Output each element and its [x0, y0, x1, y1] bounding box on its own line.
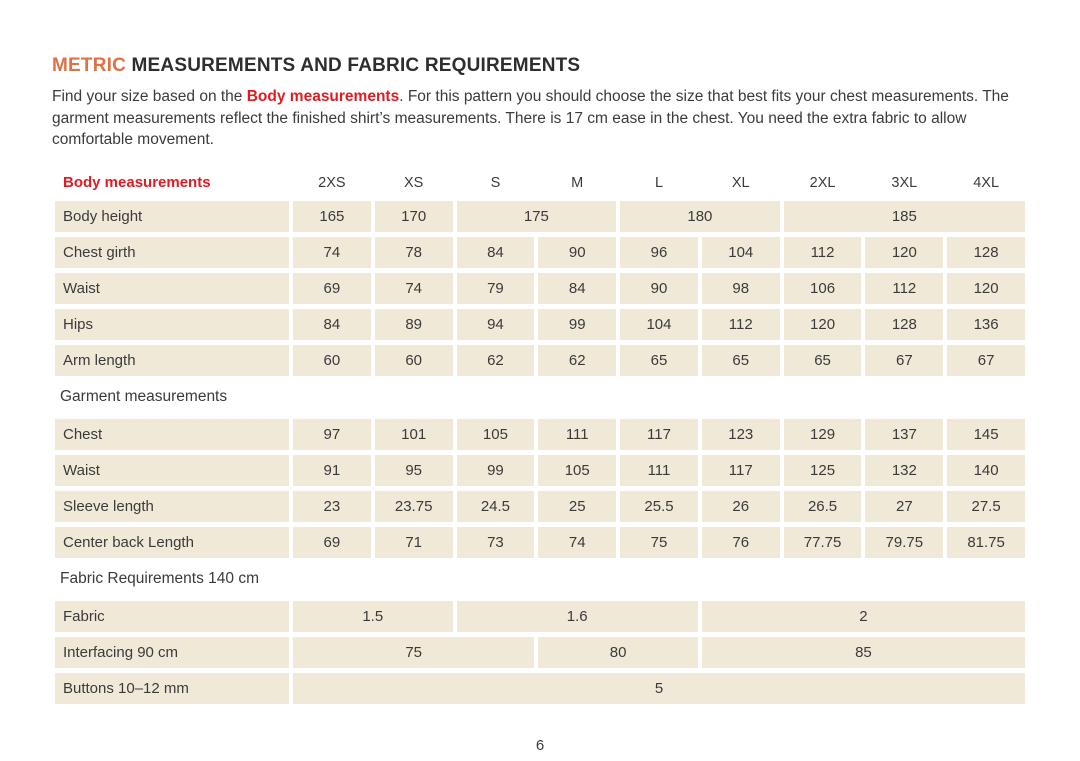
value-cell: 62 — [538, 345, 616, 376]
value-cell: 84 — [538, 273, 616, 304]
value-cell: 62 — [457, 345, 535, 376]
value-cell: 105 — [457, 419, 535, 450]
intro-text-prefix: Find your size based on the — [52, 88, 247, 105]
value-cell: 78 — [375, 237, 453, 268]
value-cell: 27.5 — [947, 491, 1025, 522]
value-cell: 120 — [865, 237, 943, 268]
value-cell: 112 — [702, 309, 780, 340]
value-cell: 117 — [702, 455, 780, 486]
row-label: Arm length — [55, 345, 289, 376]
value-cell: 23 — [293, 491, 371, 522]
value-cell: 112 — [784, 237, 862, 268]
size-table — [55, 170, 1025, 704]
value-cell: 79.75 — [865, 527, 943, 558]
intro-body-measurements-emphasis: Body measurements — [246, 88, 400, 105]
value-cell: 129 — [784, 419, 862, 450]
value-cell: 27 — [865, 491, 943, 522]
page-title-rest: MEASUREMENTS AND FABRIC REQUIREMENTS — [126, 55, 581, 76]
value-cell: 84 — [457, 237, 535, 268]
row-label: Interfacing 90 cm — [55, 637, 289, 668]
row-label: Center back Length — [55, 527, 289, 558]
value-cell: 76 — [702, 527, 780, 558]
value-cell: 81.75 — [947, 527, 1025, 558]
value-cell: 25.5 — [620, 491, 698, 522]
intro-paragraph — [52, 86, 1020, 151]
value-cell: 77.75 — [784, 527, 862, 558]
value-cell: 120 — [784, 309, 862, 340]
value-cell: 95 — [375, 455, 453, 486]
row-label: Hips — [55, 309, 289, 340]
value-cell: 5 — [293, 673, 1025, 704]
value-cell: 26.5 — [784, 491, 862, 522]
page-title — [52, 55, 1025, 77]
value-cell: 185 — [784, 201, 1025, 232]
value-cell: 79 — [457, 273, 535, 304]
row-label: Fabric — [55, 601, 289, 632]
value-cell: 97 — [293, 419, 371, 450]
value-cell: 170 — [375, 201, 453, 232]
intro-text-suffix: . For this pattern you should choose the size that best fits your chest measurements. The garment measurements reflect the finished shirt’s measurements. There is 17 cm ease in the chest. You need the extra fabric to allow comfortable movement. — [52, 88, 1009, 149]
section-heading: Garment measurements — [60, 388, 228, 406]
value-cell: 96 — [620, 237, 698, 268]
size-column-header: L — [654, 174, 664, 191]
value-cell: 132 — [865, 455, 943, 486]
value-cell: 99 — [457, 455, 535, 486]
value-cell: 123 — [702, 419, 780, 450]
size-column-header: 4XL — [973, 174, 1000, 191]
value-cell: 85 — [702, 637, 1025, 668]
value-cell: 140 — [947, 455, 1025, 486]
value-cell: 165 — [293, 201, 371, 232]
value-cell: 25 — [538, 491, 616, 522]
value-cell: 111 — [620, 455, 698, 486]
size-column-header: XL — [731, 174, 750, 191]
value-cell: 106 — [784, 273, 862, 304]
value-cell: 90 — [620, 273, 698, 304]
value-cell: 101 — [375, 419, 453, 450]
value-cell: 26 — [702, 491, 780, 522]
value-cell: 24.5 — [457, 491, 535, 522]
value-cell: 90 — [538, 237, 616, 268]
value-cell: 180 — [620, 201, 780, 232]
value-cell: 105 — [538, 455, 616, 486]
value-cell: 65 — [784, 345, 862, 376]
size-column-header: XS — [403, 174, 424, 191]
value-cell: 136 — [947, 309, 1025, 340]
row-label: Sleeve length — [55, 491, 289, 522]
value-cell: 111 — [538, 419, 616, 450]
value-cell: 104 — [702, 237, 780, 268]
value-cell: 98 — [702, 273, 780, 304]
value-cell: 74 — [375, 273, 453, 304]
row-label: Waist — [55, 273, 289, 304]
value-cell: 2 — [702, 601, 1025, 632]
page-title-accent: METRIC — [52, 55, 127, 76]
value-cell: 128 — [865, 309, 943, 340]
value-cell: 74 — [538, 527, 616, 558]
size-column-header: M — [571, 174, 584, 191]
value-cell: 71 — [375, 527, 453, 558]
value-cell: 69 — [293, 527, 371, 558]
row-label: Buttons 10–12 mm — [55, 673, 289, 704]
value-cell: 128 — [947, 237, 1025, 268]
value-cell: 99 — [538, 309, 616, 340]
value-cell: 145 — [947, 419, 1025, 450]
value-cell: 60 — [375, 345, 453, 376]
value-cell: 120 — [947, 273, 1025, 304]
row-label: Waist — [55, 455, 289, 486]
value-cell: 112 — [865, 273, 943, 304]
size-column-header: 2XL — [809, 174, 836, 191]
value-cell: 74 — [293, 237, 371, 268]
value-cell: 94 — [457, 309, 535, 340]
section-heading: Fabric Requirements 140 cm — [60, 570, 259, 588]
size-column-header: 2XS — [318, 174, 346, 191]
value-cell: 65 — [620, 345, 698, 376]
value-cell: 80 — [538, 637, 698, 668]
value-cell: 137 — [865, 419, 943, 450]
value-cell: 75 — [620, 527, 698, 558]
value-cell: 175 — [457, 201, 617, 232]
value-cell: 91 — [293, 455, 371, 486]
value-cell: 73 — [457, 527, 535, 558]
value-cell: 69 — [293, 273, 371, 304]
page-number: 6 — [535, 737, 545, 754]
row-label: Body height — [55, 201, 289, 232]
size-column-header: 3XL — [891, 174, 918, 191]
value-cell: 60 — [293, 345, 371, 376]
value-cell: 125 — [784, 455, 862, 486]
value-cell: 75 — [293, 637, 534, 668]
table-header-label: Body measurements — [63, 174, 211, 192]
value-cell: 89 — [375, 309, 453, 340]
value-cell: 84 — [293, 309, 371, 340]
value-cell: 67 — [947, 345, 1025, 376]
size-column-header: S — [490, 174, 501, 191]
value-cell: 65 — [702, 345, 780, 376]
value-cell: 1.5 — [293, 601, 453, 632]
value-cell: 1.6 — [457, 601, 698, 632]
value-cell: 117 — [620, 419, 698, 450]
value-cell: 23.75 — [375, 491, 453, 522]
value-cell: 104 — [620, 309, 698, 340]
row-label: Chest — [55, 419, 289, 450]
row-label: Chest girth — [55, 237, 289, 268]
value-cell: 67 — [865, 345, 943, 376]
